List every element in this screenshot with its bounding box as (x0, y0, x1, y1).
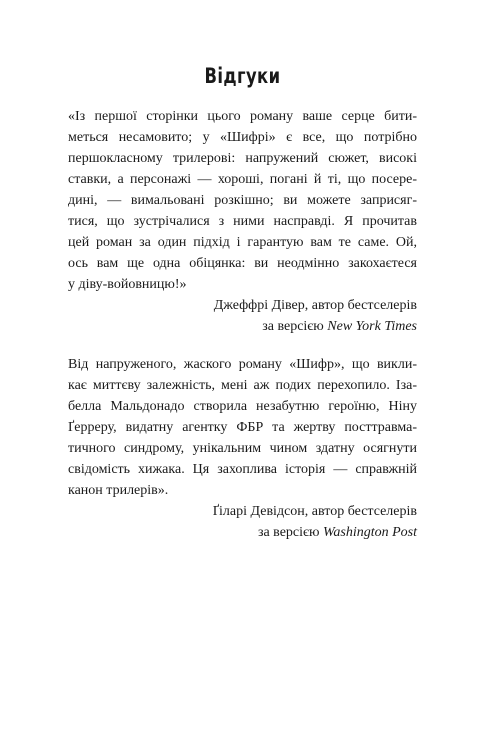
quote-line: кає миттєву залежність, мені аж подих перехопило. Іза- (68, 378, 417, 393)
source-prefix: за версією (257, 525, 320, 540)
review-quote (68, 354, 417, 501)
page-title: Відгуки (204, 64, 281, 88)
review-author: Ґіларі Девідсон, автор бестселерів (212, 504, 417, 519)
quote-line: тися, що зустрічалися з ними насправді. Я прочитав (68, 214, 417, 229)
quote-line: меться несамовито; у «Шифрі» є все, що потрібно (68, 130, 417, 145)
review-attribution (68, 295, 417, 337)
quote-line: ось вам ще одна обіцянка: ви неодмінно закохаєтеся (68, 256, 417, 271)
quote-line: тичного синдрому, унікальним чином здатну осягнути (68, 441, 417, 456)
source-prefix: за версією (262, 319, 324, 334)
quote-line: цей роман за один підхід і гарантую вам те саме. Ой, (68, 235, 417, 250)
review-source-line (68, 316, 417, 337)
quote-line: свідомість хижака. Ця захоплива історія — справжній (68, 462, 417, 477)
source-publication: Washington Post (323, 525, 417, 540)
quote-line: ставки, а персонажі — хороші, погані й ті, що посере- (68, 172, 417, 187)
review-source-line (68, 522, 417, 543)
quote-line: «Із першої сторінки цього роману ваше серце бити- (68, 109, 417, 124)
quote-line: белла Мальдонадо створила незабутню героїню, Ніну (68, 399, 417, 414)
quote-line: Ґерреру, видатну агентку ФБР та жертву посттравма- (68, 420, 417, 435)
quote-line: канон трилерів». (68, 483, 169, 498)
source-publication: New York Times (327, 319, 417, 334)
review-quote (68, 106, 417, 295)
quote-line: дині, — вимальовані розкішно; ви можете заприсяг- (68, 193, 417, 208)
review-block (68, 106, 417, 337)
review-attribution (68, 501, 417, 543)
quote-line: першокласному трилерові: напружений сюжет, високі (68, 151, 417, 166)
quote-line: у діву-войовницю!» (68, 277, 187, 292)
quote-line: Від напруженого, жаского роману «Шифр», що викли- (68, 357, 417, 372)
review-author: Джеффрі Дівер, автор бестселерів (213, 298, 417, 313)
review-block (68, 354, 417, 543)
